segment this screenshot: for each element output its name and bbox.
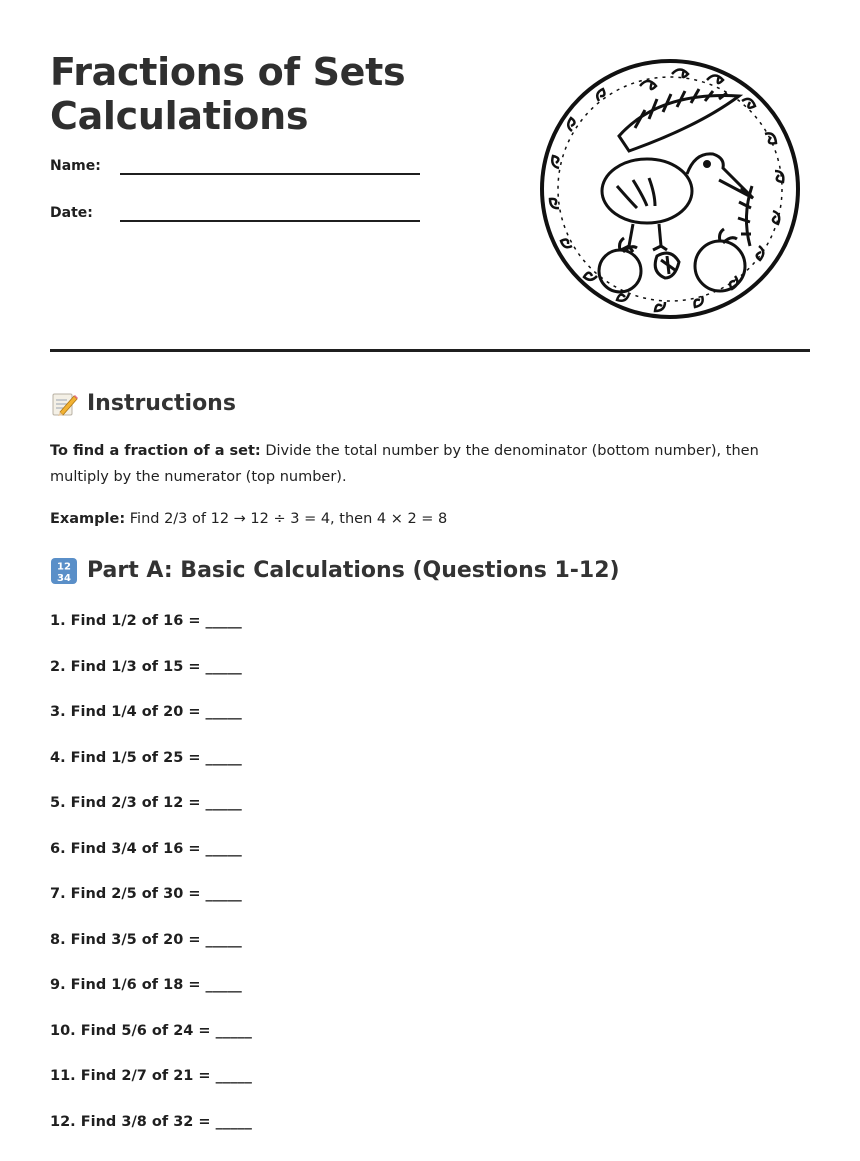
question-item[interactable]: 2. Find 1/3 of 15 = _____ bbox=[50, 658, 242, 675]
question-item[interactable]: 4. Find 1/5 of 25 = _____ bbox=[50, 749, 242, 766]
question-item[interactable]: 8. Find 3/5 of 20 = _____ bbox=[50, 931, 242, 948]
name-line[interactable] bbox=[120, 173, 420, 175]
example-paragraph bbox=[50, 506, 815, 532]
part-a-heading bbox=[50, 557, 620, 585]
example-text: Find 2/3 of 12 → 12 ÷ 3 = 4, then 4 × 2 = 8 bbox=[125, 511, 448, 527]
date-line[interactable] bbox=[120, 220, 420, 222]
worksheet-header bbox=[50, 50, 810, 340]
svg-text:12: 12 bbox=[57, 561, 71, 573]
instructions-text: Divide the total number by the denominator (bottom number), then multiply by the numerator (top number). bbox=[50, 443, 759, 485]
question-item[interactable]: 7. Find 2/5 of 30 = _____ bbox=[50, 886, 242, 902]
svg-text:34: 34 bbox=[57, 573, 71, 584]
question-item[interactable]: 3. Find 1/4 of 20 = _____ bbox=[50, 704, 242, 720]
question-item[interactable]: 6. Find 3/4 of 16 = _____ bbox=[50, 840, 242, 857]
question-item[interactable]: 11. Find 2/7 of 21 = _____ bbox=[50, 1068, 252, 1084]
header-divider bbox=[50, 349, 810, 352]
instructions-bold-lead: To find a fraction of a set: bbox=[50, 443, 261, 459]
question-item[interactable]: 1. Find 1/2 of 16 = _____ bbox=[50, 613, 242, 629]
instructions-paragraph bbox=[50, 438, 815, 490]
example-bold-lead: Example: bbox=[50, 511, 126, 527]
numbers-1234-icon bbox=[50, 557, 78, 585]
instructions-heading-text: Instructions bbox=[87, 391, 236, 416]
question-item[interactable]: 10. Find 5/6 of 24 = _____ bbox=[50, 1022, 252, 1039]
part-a-heading-text: Part A: Basic Calculations (Questions 1-12) bbox=[87, 558, 620, 583]
question-item[interactable]: 5. Find 2/3 of 12 = _____ bbox=[50, 795, 242, 811]
question-item[interactable]: 9. Find 1/6 of 18 = _____ bbox=[50, 977, 242, 993]
kiwi-bird-emblem-icon bbox=[537, 56, 803, 322]
instructions-heading bbox=[50, 390, 236, 418]
memo-pencil-icon bbox=[50, 390, 78, 418]
title-line-2: Calculations bbox=[50, 94, 309, 138]
name-label: Name: bbox=[50, 158, 101, 174]
question-item[interactable]: 12. Find 3/8 of 32 = _____ bbox=[50, 1113, 252, 1130]
date-label: Date: bbox=[50, 205, 93, 221]
title-line-1: Fractions of Sets bbox=[50, 50, 406, 94]
